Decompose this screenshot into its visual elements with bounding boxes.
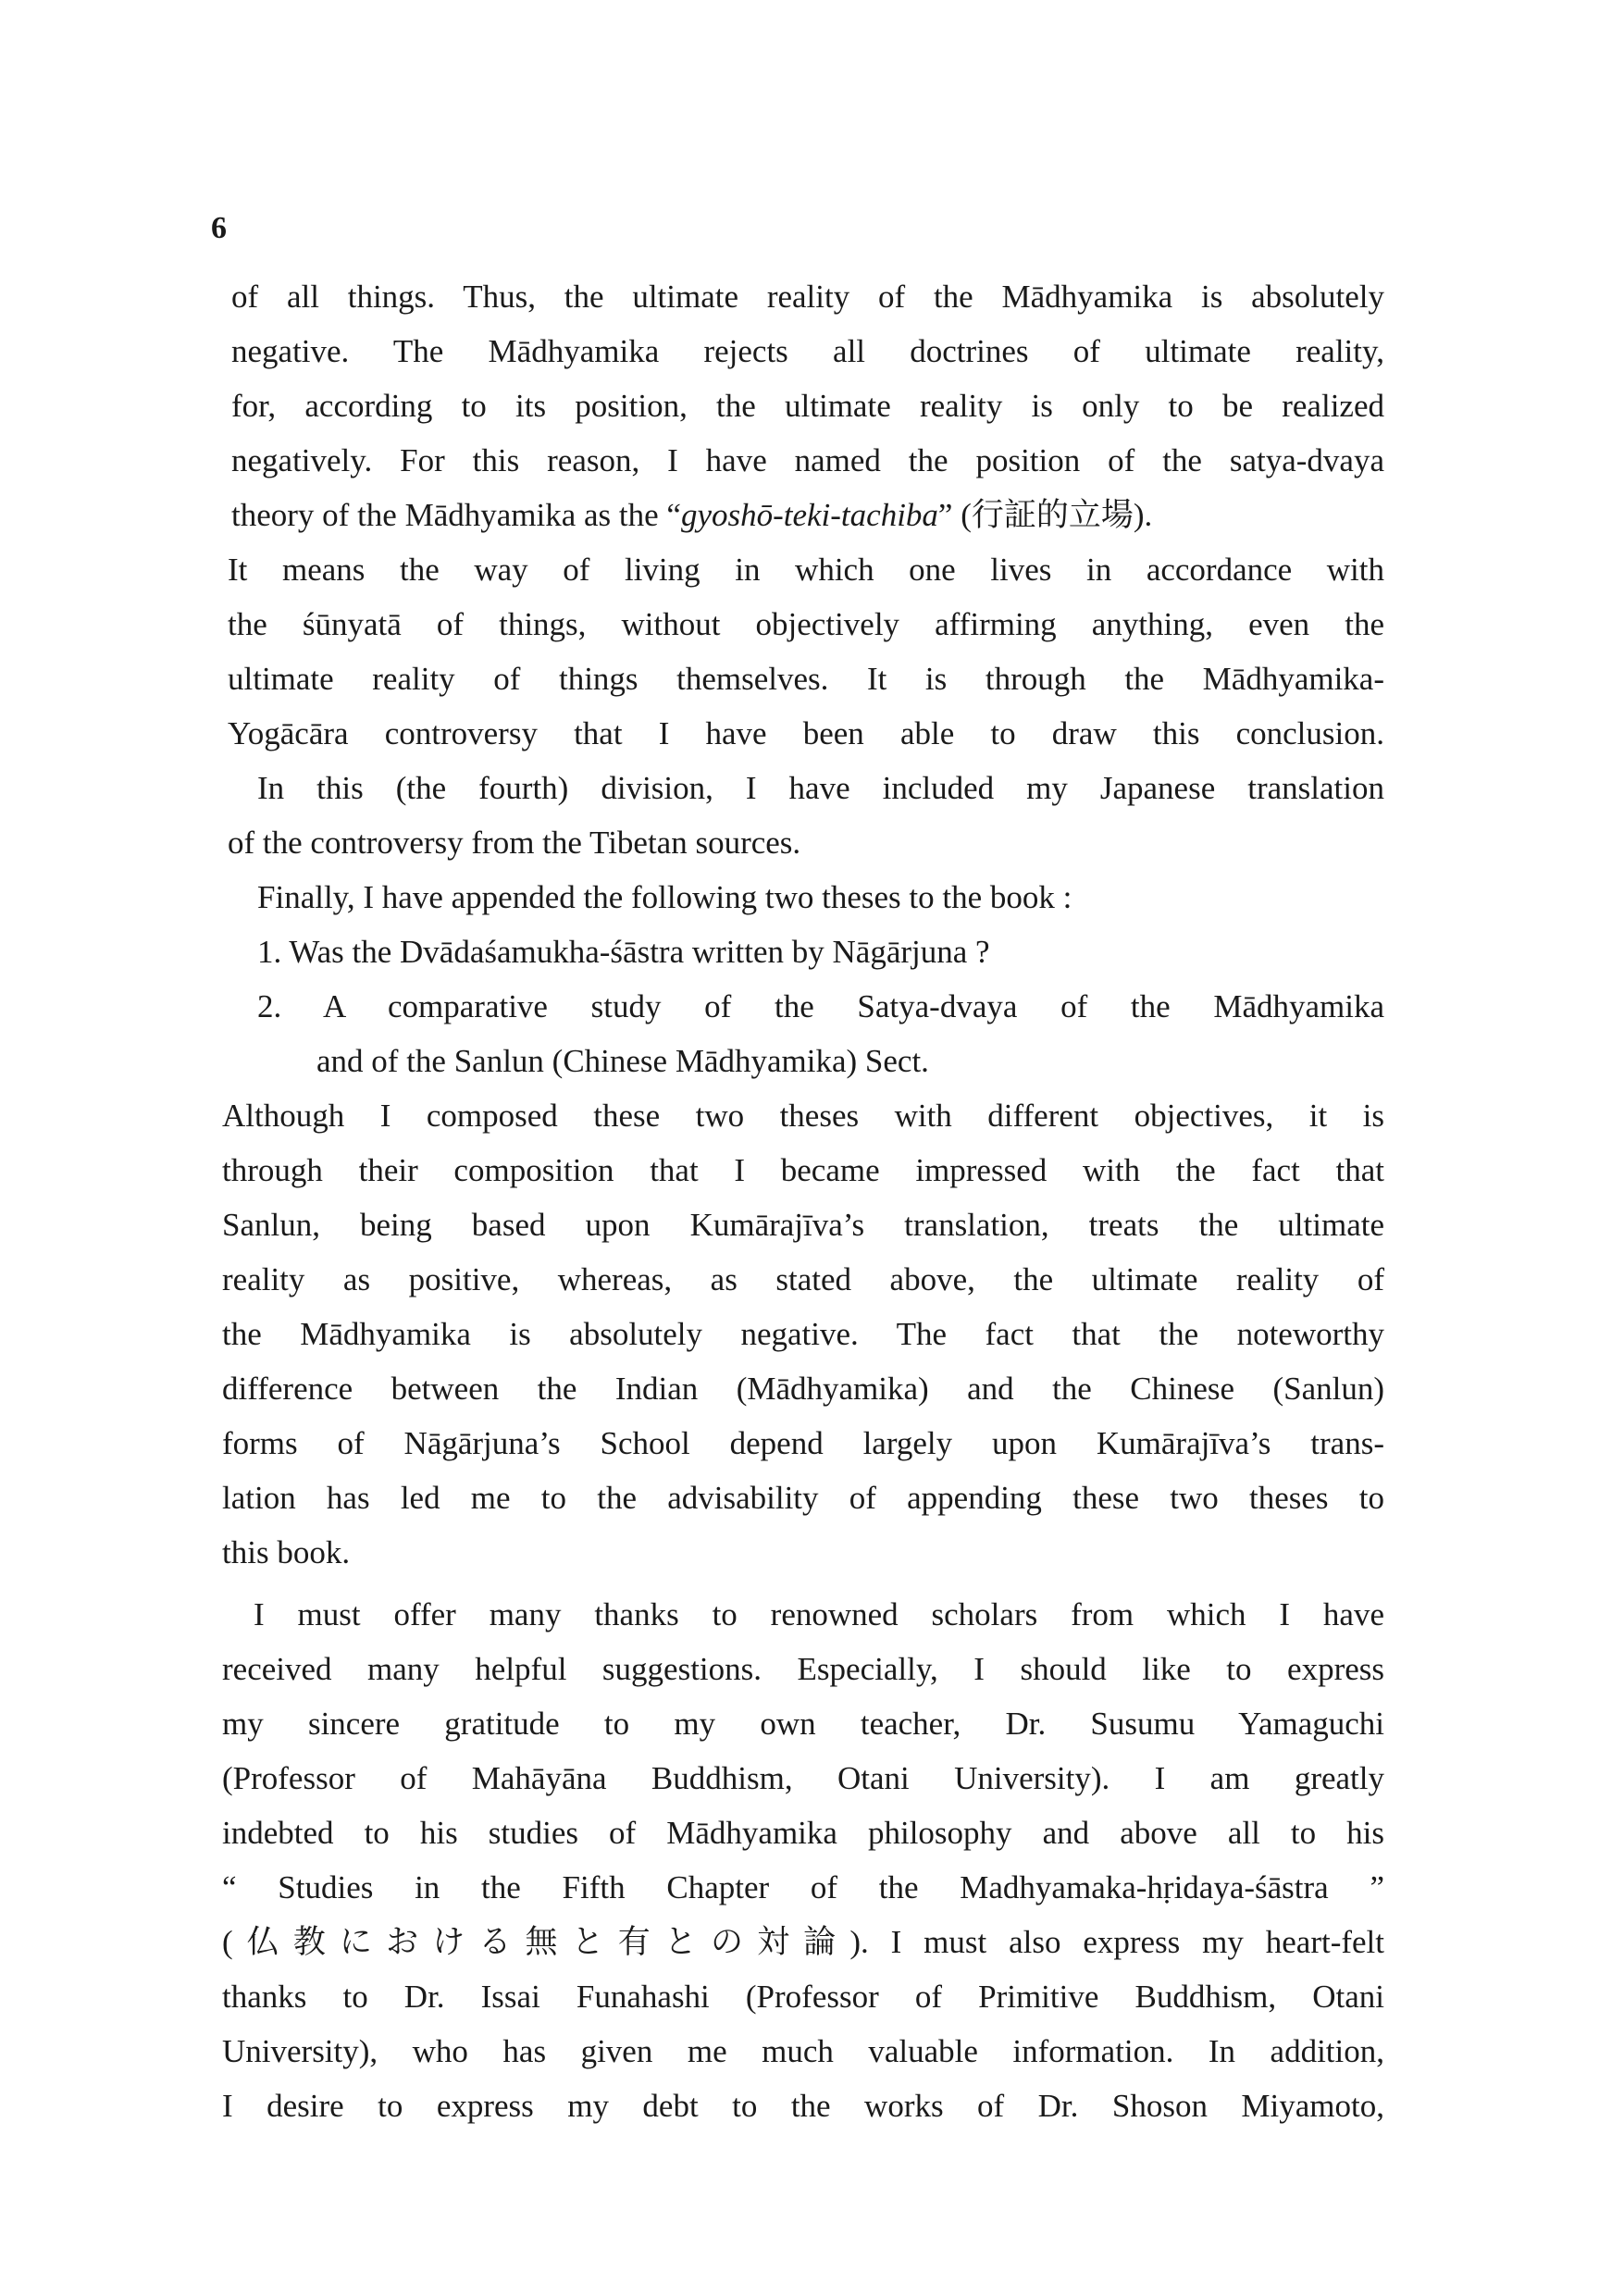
text-line: received many helpful suggestions. Especially, I should like to express — [222, 1651, 1384, 1687]
text-line: I must offer many thanks to renowned scholars from which I have — [254, 1596, 1384, 1632]
italic-term: gyoshō-teki-tachiba — [680, 497, 938, 533]
text-line: through their composition that I became impressed with the fact that — [222, 1152, 1384, 1188]
text-line: Sanlun, being based upon Kumārajīva’s translation, treats the ultimate — [222, 1207, 1384, 1243]
text-line-with-italic — [231, 489, 1384, 542]
text-line: University), who has given me much valuable information. In addition, — [222, 2033, 1384, 2069]
text-line: ultimate reality of things themselves. It is through the Mādhyamika- — [228, 661, 1384, 697]
text-line: Although I composed these two theses with different objectives, it is — [222, 1098, 1384, 1134]
text-line: (仏教における無と有との対論). I must also express my heart-felt — [222, 1924, 1384, 1960]
text-line: (Professor of Mahāyāna Buddhism, Otani University). I am greatly — [222, 1760, 1384, 1796]
list-item: 1. Was the Dvādaśamukha-śāstra written by Nāgārjuna ? — [257, 934, 990, 970]
text-line: Yogācāra controversy that I have been able to draw this conclusion. — [228, 715, 1384, 751]
text-segment: theory of the Mādhyamika as the “ — [231, 497, 681, 533]
list-item-continuation: and of the Sanlun (Chinese Mādhyamika) Sect. — [316, 1043, 929, 1079]
page-number: 6 — [211, 211, 227, 245]
text-line: I desire to express my debt to the works of Dr. Shoson Miyamoto, — [222, 2088, 1384, 2124]
text-line: the śūnyatā of things, without objectively affirming anything, even the — [228, 606, 1384, 642]
text-line: thanks to Dr. Issai Funahashi (Professor of Primitive Buddhism, Otani — [222, 1979, 1384, 2015]
text-line: Finally, I have appended the following two theses to the book : — [257, 879, 1072, 915]
text-line: In this (the fourth) division, I have included my Japanese translation — [257, 770, 1384, 806]
text-line: for, according to its position, the ultimate reality is only to be realized — [231, 388, 1384, 424]
text-line: forms of Nāgārjuna’s School depend largely upon Kumārajīva’s trans- — [222, 1425, 1384, 1461]
text-line: negatively. For this reason, I have named the position of the satya-dvaya — [231, 442, 1384, 478]
text-line: negative. The Mādhyamika rejects all doctrines of ultimate reality, — [231, 333, 1384, 369]
text-line: of the controversy from the Tibetan sources. — [228, 825, 801, 861]
text-line: lation has led me to the advisability of appending these two theses to — [222, 1480, 1384, 1516]
text-line: indebted to his studies of Mādhyamika philosophy and above all to his — [222, 1815, 1384, 1851]
text-line: It means the way of living in which one lives in accordance with — [228, 552, 1384, 588]
text-line: difference between the Indian (Mādhyamika) and the Chinese (Sanlun) — [222, 1371, 1384, 1407]
text-line: of all things. Thus, the ultimate reality of the Mādhyamika is absolutely — [231, 279, 1384, 315]
text-line: “ Studies in the Fifth Chapter of the Madhyamaka-hṛidaya-śāstra ” — [222, 1869, 1384, 1905]
text-line: my sincere gratitude to my own teacher, Dr. Susumu Yamaguchi — [222, 1706, 1384, 1742]
text-line: this book. — [222, 1534, 351, 1570]
text-line: reality as positive, whereas, as stated above, the ultimate reality of — [222, 1261, 1384, 1297]
text-line: the Mādhyamika is absolutely negative. The fact that the noteworthy — [222, 1316, 1384, 1352]
list-item: 2. A comparative study of the Satya-dvaya of the Mādhyamika — [257, 988, 1384, 1024]
text-segment: ” (行証的立場). — [937, 497, 1153, 533]
